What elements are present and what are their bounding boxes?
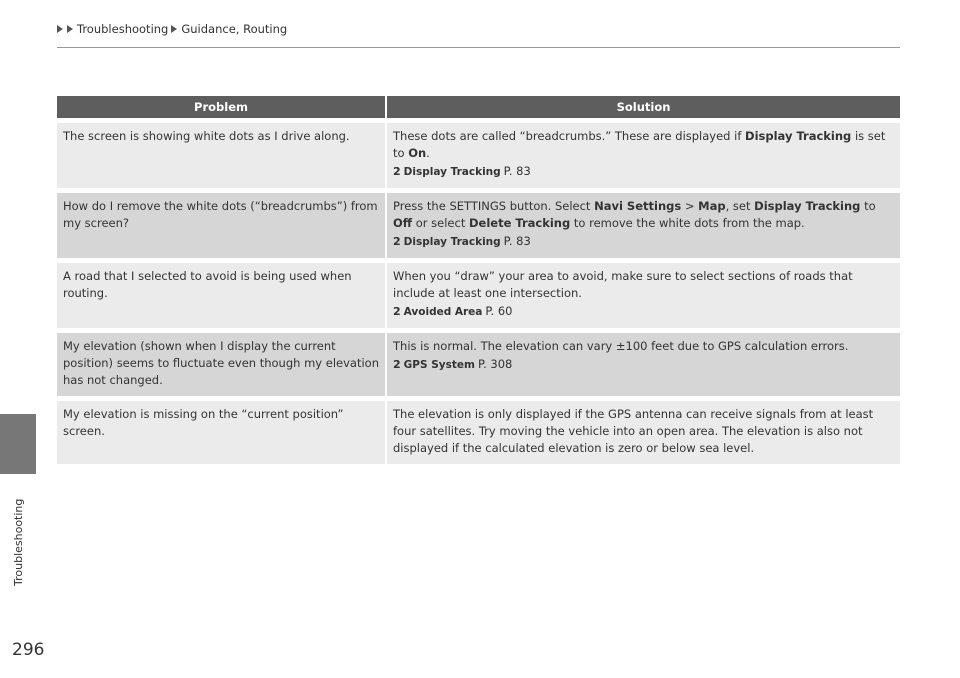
reference-arrow-icon: 2	[393, 305, 401, 318]
problem-cell: The screen is showing white dots as I drive along.	[57, 123, 387, 188]
table-row	[57, 123, 900, 188]
column-header-solution: Solution	[387, 96, 900, 118]
problem-cell: How do I remove the white dots (“breadcrumbs”) from my screen?	[57, 193, 387, 258]
solution-cell	[387, 333, 900, 396]
solution-text: Press the SETTINGS button. Select Navi Settings > Map, set Display Tracking to Off or select Delete Tracking to remove the white dots from the map.	[393, 199, 876, 230]
solution-cell	[387, 401, 900, 464]
reference-arrow-icon: 2	[393, 358, 401, 371]
breadcrumb-item[interactable]: Guidance, Routing	[181, 22, 288, 36]
problem-cell: My elevation is missing on the “current position” screen.	[57, 401, 387, 464]
breadcrumb	[57, 22, 287, 36]
table-row	[57, 263, 900, 328]
breadcrumb-item[interactable]: Troubleshooting	[77, 22, 169, 36]
table-row	[57, 193, 900, 258]
cross-reference-link[interactable]: 2 Display Tracking P. 83	[393, 234, 531, 248]
solution-cell	[387, 123, 900, 188]
problem-cell: A road that I selected to avoid is being used when routing.	[57, 263, 387, 328]
section-side-label	[10, 476, 26, 586]
problem-cell: My elevation (shown when I display the current position) seems to fluctuate even though my elevation has not changed.	[57, 333, 387, 396]
table-header-row	[57, 96, 900, 118]
cross-reference-link[interactable]: 2 GPS System P. 308	[393, 357, 513, 371]
solution-text: When you “draw” your area to avoid, make sure to select sections of roads that include at least one intersection.	[393, 269, 853, 300]
troubleshooting-table	[57, 96, 900, 464]
cross-reference-link[interactable]: 2 Avoided Area P. 60	[393, 304, 513, 318]
solution-text: These dots are called “breadcrumbs.” These are displayed if Display Tracking is set to On.	[393, 129, 886, 160]
solution-cell	[387, 263, 900, 328]
section-tab-marker	[0, 414, 36, 474]
breadcrumb-arrow-icon	[67, 25, 73, 33]
table-row	[57, 401, 900, 464]
cross-reference-link[interactable]: 2 Display Tracking P. 83	[393, 164, 531, 178]
reference-arrow-icon: 2	[393, 235, 401, 248]
header-divider	[57, 47, 900, 48]
solution-text: The elevation is only displayed if the GPS antenna can receive signals from at least four satellites. Try moving the vehicle into an open area. The elevation is also not displayed if the calculated elevation is zero or below sea level.	[393, 407, 874, 455]
solution-cell	[387, 193, 900, 258]
breadcrumb-arrow-icon	[57, 25, 63, 33]
reference-arrow-icon: 2	[393, 165, 401, 178]
section-side-label-text: Troubleshooting	[12, 498, 25, 586]
page-number: 296	[12, 640, 45, 660]
breadcrumb-arrow-icon	[171, 25, 177, 33]
column-header-problem: Problem	[57, 96, 387, 118]
table-row	[57, 333, 900, 396]
solution-text: This is normal. The elevation can vary ±100 feet due to GPS calculation errors.	[393, 339, 849, 353]
